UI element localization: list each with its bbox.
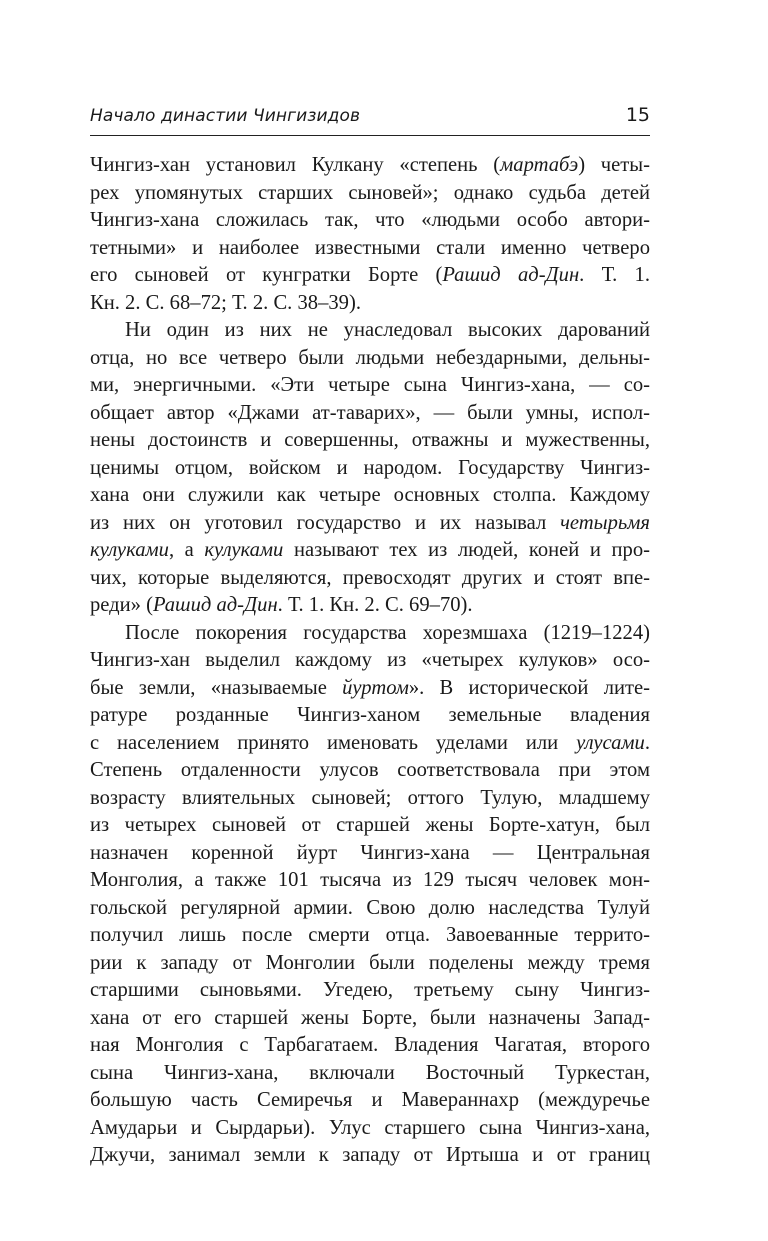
text-run: Ни один из них не унаследовал высоких дарований	[125, 319, 650, 341]
text-line	[90, 647, 650, 675]
text-run: , а	[168, 539, 205, 561]
text-run: его сыновей от кунгратки Борте (	[90, 264, 443, 286]
text-line	[90, 427, 650, 455]
italic-term: кулуками	[90, 539, 169, 561]
text-line	[90, 922, 650, 950]
text-line	[90, 757, 650, 785]
text-run: с населением принято именовать уделами или	[90, 731, 577, 754]
text-run: ратуре розданные Чингиз-ханом земельные владения	[90, 704, 650, 726]
text-line	[90, 785, 650, 813]
text-run: рех упомянутых старших сыновей»; однако судьба детей	[90, 181, 650, 204]
text-line	[90, 1032, 650, 1060]
text-line	[90, 565, 650, 593]
italic-term: улусами	[576, 731, 645, 754]
text-run: возрасту влиятельных сыновей; оттого Тулую, младшему	[90, 786, 650, 809]
text-line	[90, 207, 650, 235]
text-line	[90, 1005, 650, 1033]
text-run: тетными» и наиболее известными стали именно четверо	[90, 236, 650, 259]
text-run: отца, но все четверо были людьми небездарными, дельны-	[90, 346, 650, 369]
text-run: хана от его старшей жены Борте, были назначены Запад-	[90, 1006, 650, 1029]
text-line	[90, 400, 650, 428]
body-text	[90, 152, 650, 1170]
text-line	[90, 1115, 650, 1143]
text-run: ». В исторической лите-	[408, 676, 650, 699]
text-line	[90, 620, 650, 648]
text-line	[90, 895, 650, 923]
text-run: старшими сыновьями. Угедею, третьему сыну Чингиз-	[90, 979, 650, 1001]
text-run: Степень отдаленности улусов соответствовала при этом	[90, 759, 650, 781]
text-line	[90, 455, 650, 483]
text-line	[90, 840, 650, 868]
text-run: большую часть Семиречья и Мавераннахр (междуречье	[90, 1089, 650, 1111]
text-run: получил лишь после смерти отца. Завоеванные террито-	[90, 924, 650, 946]
paragraph	[90, 152, 650, 317]
text-line	[90, 1087, 650, 1115]
text-line	[90, 867, 650, 895]
text-run: ) четы-	[578, 154, 650, 176]
text-run: бые земли, «называемые	[90, 676, 343, 699]
text-line	[90, 730, 650, 758]
text-run: назначен коренной йурт Чингиз-хана — Центральная	[90, 841, 650, 864]
text-run: Чингиз-хана сложилась так, что «людьми особо автори-	[90, 209, 650, 231]
italic-term: йуртом	[342, 676, 409, 699]
paragraph	[90, 620, 650, 1170]
paragraph	[90, 317, 650, 620]
text-line	[90, 262, 650, 290]
italic-term: Рашид ад-Дин	[442, 264, 580, 286]
text-run: называют тех из людей, коней и про-	[283, 539, 650, 561]
text-run: .	[644, 731, 650, 754]
text-run: После покорения государства хорезмшаха (1219–1224)	[125, 621, 650, 644]
text-line	[90, 702, 650, 730]
text-line	[90, 317, 650, 345]
text-run: Чингиз-хан установил Кулкану «степень (	[90, 154, 501, 176]
text-line	[90, 1060, 650, 1088]
text-line	[90, 1142, 650, 1170]
italic-term: четырьмя	[560, 511, 650, 534]
italic-term: мартабэ	[500, 154, 579, 176]
text-line	[90, 675, 650, 703]
text-run: гольской регулярной армии. Свою долю наследства Тулуй	[90, 896, 650, 919]
text-run: Монголия, а также 101 тысяча из 129 тысяч человек мон-	[90, 869, 650, 891]
text-run: общает автор «Джами ат-таварих», — были умны, испол-	[90, 401, 650, 424]
text-line	[90, 510, 650, 538]
text-run: реди» (	[90, 594, 153, 616]
text-run: . Т. 1. Кн. 2. С. 69–70).	[277, 594, 473, 616]
text-run: из них он уготовил государство и их называл	[90, 511, 561, 534]
text-line	[90, 180, 650, 208]
text-line	[90, 812, 650, 840]
text-run: Кн. 2. С. 68–72; Т. 2. С. 38–39).	[90, 291, 361, 314]
text-line	[90, 592, 650, 620]
text-run: ми, энергичными. «Эти четыре сына Чингиз-хана, — со-	[90, 374, 650, 396]
text-line	[90, 977, 650, 1005]
text-line	[90, 950, 650, 978]
text-line	[90, 290, 650, 318]
page-number: 15	[625, 104, 650, 126]
text-line	[90, 372, 650, 400]
text-run: сына Чингиз-хана, включали Восточный Туркестан,	[90, 1061, 650, 1084]
text-run: ценимы отцом, войском и народом. Государству Чингиз-	[90, 456, 650, 479]
text-line	[90, 345, 650, 373]
text-line	[90, 482, 650, 510]
text-run: . Т. 1.	[579, 264, 650, 286]
text-run: рии к западу от Монголии были поделены между тремя	[90, 951, 650, 974]
text-line	[90, 537, 650, 565]
italic-term: кулуками	[204, 539, 284, 561]
text-line	[90, 235, 650, 263]
text-line	[90, 152, 650, 180]
chapter-title: Начало династии Чингизидов	[90, 106, 361, 126]
text-run: нены достоинств и совершенны, отважны и мужественны,	[90, 429, 650, 451]
text-run: Джучи, занимал земли к западу от Иртыша и от границ	[90, 1144, 650, 1166]
running-head	[90, 100, 650, 136]
italic-term: Рашид ад-Дин	[152, 594, 278, 616]
text-run: из четырех сыновей от старшей жены Борте-хатун, был	[90, 814, 650, 836]
text-run: чих, которые выделяются, превосходят других и стоят впе-	[90, 566, 650, 589]
text-run: Амударьи и Сырдарьи). Улус старшего сына Чингиз-хана,	[90, 1116, 650, 1139]
text-run: ная Монголия с Тарбагатаем. Владения Чагатая, второго	[90, 1034, 650, 1056]
text-run: Чингиз-хан выделил каждому из «четырех кулуков» осо-	[90, 649, 650, 671]
text-run: хана они служили как четыре основных столпа. Каждому	[90, 484, 650, 506]
